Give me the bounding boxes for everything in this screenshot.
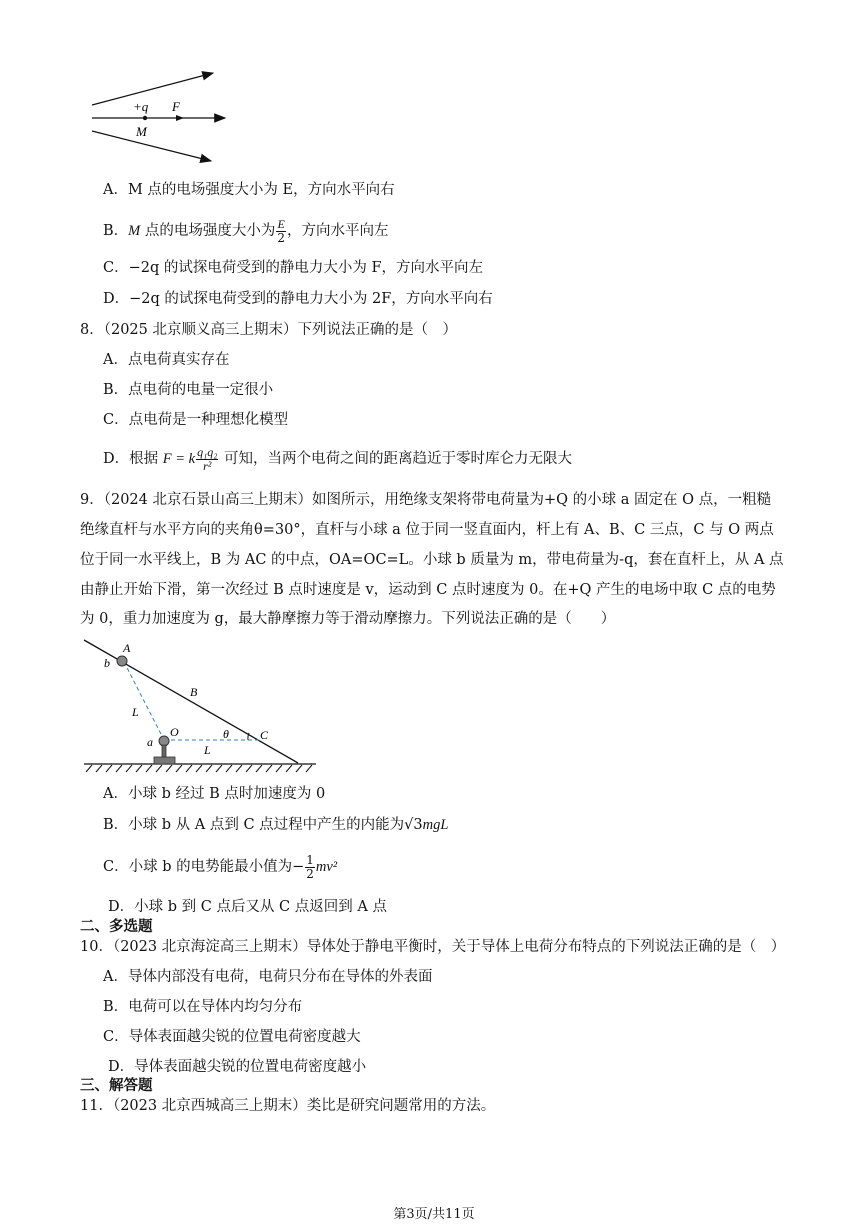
- q7-option-b-denominator: 2: [277, 230, 285, 245]
- label-plus-q: +q: [133, 99, 149, 114]
- label-m: M: [136, 124, 147, 139]
- q7-option-b-prefix: B．: [103, 223, 129, 239]
- support-rod: [162, 745, 166, 757]
- inclined-rod: [84, 640, 298, 763]
- field-lines-figure: [85, 68, 235, 168]
- q9-option-c-numerator: 1: [306, 852, 314, 867]
- q10-option-b: B．电荷可以在导体内均匀分布: [103, 999, 303, 1015]
- q9-option-a: A．小球 b 经过 B 点时加速度为 0: [103, 786, 326, 802]
- q8-option-b: B．点电荷的电量一定很小: [103, 382, 274, 398]
- q9-option-b-prefix: B．小球 b 从 A 点到 C 点过程中产生的内能为: [103, 817, 405, 833]
- q7-option-b-suffix: ，方向水平向左: [287, 223, 389, 239]
- q9-stem-line-5: 为 0，重力加速度为 g，最大静摩擦力等于滑动摩擦力。下列说法正确的是（ ）: [80, 611, 616, 627]
- q8-option-d-formula: F = k: [162, 451, 196, 467]
- inclined-rod-figure: [80, 636, 320, 776]
- label-f: F: [172, 99, 180, 114]
- q9-stem-line-1: 9．（2024 北京石景山高三上期末）如图所示，用绝缘支架将带电荷量为+Q 的小球 a 固定在 O 点，一粗糙: [80, 492, 772, 508]
- q8-option-d-numerator: q₁q₂: [197, 444, 218, 459]
- q8-option-c: C．点电荷是一种理想化模型: [103, 412, 289, 428]
- section-answer-questions: 三、解答题: [80, 1077, 153, 1094]
- field-line-top: [92, 73, 213, 105]
- q10-stem: 10．（2023 北京海淀高三上期末）导体处于静电平衡时，关于导体上电荷分布特点的下列说法正确的是（ ）: [80, 939, 786, 955]
- q7-option-b-mid: 点的电场强度大小为: [140, 223, 276, 239]
- q9-option-c-prefix: C．小球 b 的电势能最小值为−: [103, 859, 305, 875]
- q9-option-b-suffix: mgL: [422, 817, 449, 833]
- dashed-oa: [124, 662, 162, 736]
- page-footer: 第3页/共11页: [393, 1207, 475, 1222]
- q8-option-a: A．点电荷真实存在: [103, 352, 230, 368]
- q9-stem-line-3: 位于同一水平线上，B 为 AC 的中点，OA=OC=L。小球 b 质量为 m，带电荷量为-q，套在直杆上，从 A 点: [80, 552, 784, 568]
- label-ball-a: a: [147, 735, 153, 749]
- label-length-oc: L: [204, 743, 211, 757]
- q9-option-c-suffix: mv²: [315, 859, 338, 875]
- q8-option-d: [103, 442, 572, 476]
- q7-option-d: D．−2q 的试探电荷受到的静电力大小为 2F，方向水平向右: [103, 291, 493, 307]
- q10-option-d: D．导体表面越尖锐的位置电荷密度越小: [108, 1059, 367, 1075]
- q8-option-d-fraction: [196, 446, 218, 473]
- q9-option-c: [103, 852, 337, 882]
- point-m-dot: [143, 116, 147, 120]
- label-point-b: B: [190, 685, 198, 699]
- q10-option-a: A．导体内部没有电荷，电荷只分布在导体的外表面: [103, 969, 433, 985]
- q9-stem-line-2: 绝缘直杆与水平方向的夹角θ=30°，直杆与小球 a 位于同一竖直面内，杆上有 A、B、C 三点，C 与 O 两点: [80, 522, 774, 538]
- label-point-a: A: [123, 641, 131, 655]
- q11-stem: 11．（2023 北京西城高三上期末）类比是研究问题常用的方法。: [80, 1098, 496, 1114]
- ball-a: [159, 736, 169, 746]
- q7-option-b: [103, 216, 389, 246]
- q8-option-d-denominator: r²: [203, 458, 212, 473]
- q7-option-a: A．M 点的电场强度大小为 E，方向水平向右: [103, 182, 395, 198]
- support-base: [154, 757, 175, 764]
- q9-stem-line-4: 由静止开始下滑，第一次经过 B 点时速度是 v，运动到 C 点时速度为 0。在+Q 产生的电场中取 C 点的电势: [80, 582, 776, 598]
- label-point-o: O: [170, 725, 179, 739]
- q9-option-d: D．小球 b 到 C 点后又从 C 点返回到 A 点: [108, 899, 387, 915]
- label-ball-b: b: [104, 656, 110, 670]
- label-length-oa: L: [132, 705, 139, 719]
- q7-option-b-m: M: [128, 223, 141, 239]
- q7-option-b-fraction: [276, 218, 286, 245]
- q9-option-b: [103, 815, 448, 835]
- label-theta: θ: [223, 727, 229, 741]
- field-line-bottom: [92, 131, 211, 161]
- q10-option-c: C．导体表面越尖锐的位置电荷密度越大: [103, 1029, 361, 1045]
- q9-option-c-denominator: 2: [306, 866, 314, 881]
- q7-option-c: C．−2q 的试探电荷受到的静电力大小为 F，方向水平向左: [103, 260, 484, 276]
- q7-option-b-numerator: E: [277, 216, 285, 231]
- section-multiple-choice: 二、多选题: [80, 918, 153, 935]
- label-point-c: C: [260, 728, 269, 742]
- q8-stem: 8．（2025 北京顺义高三上期末）下列说法正确的是（ ）: [80, 322, 457, 338]
- q9-option-c-fraction: [305, 854, 315, 881]
- ground-hatching: [86, 765, 312, 772]
- ball-b: [117, 656, 127, 666]
- q9-option-b-root: √3: [404, 817, 423, 833]
- q8-option-d-suffix: 可知，当两个电荷之间的距离趋近于零时库仑力无限大: [219, 451, 573, 467]
- q8-option-d-prefix: D．根据: [103, 451, 163, 467]
